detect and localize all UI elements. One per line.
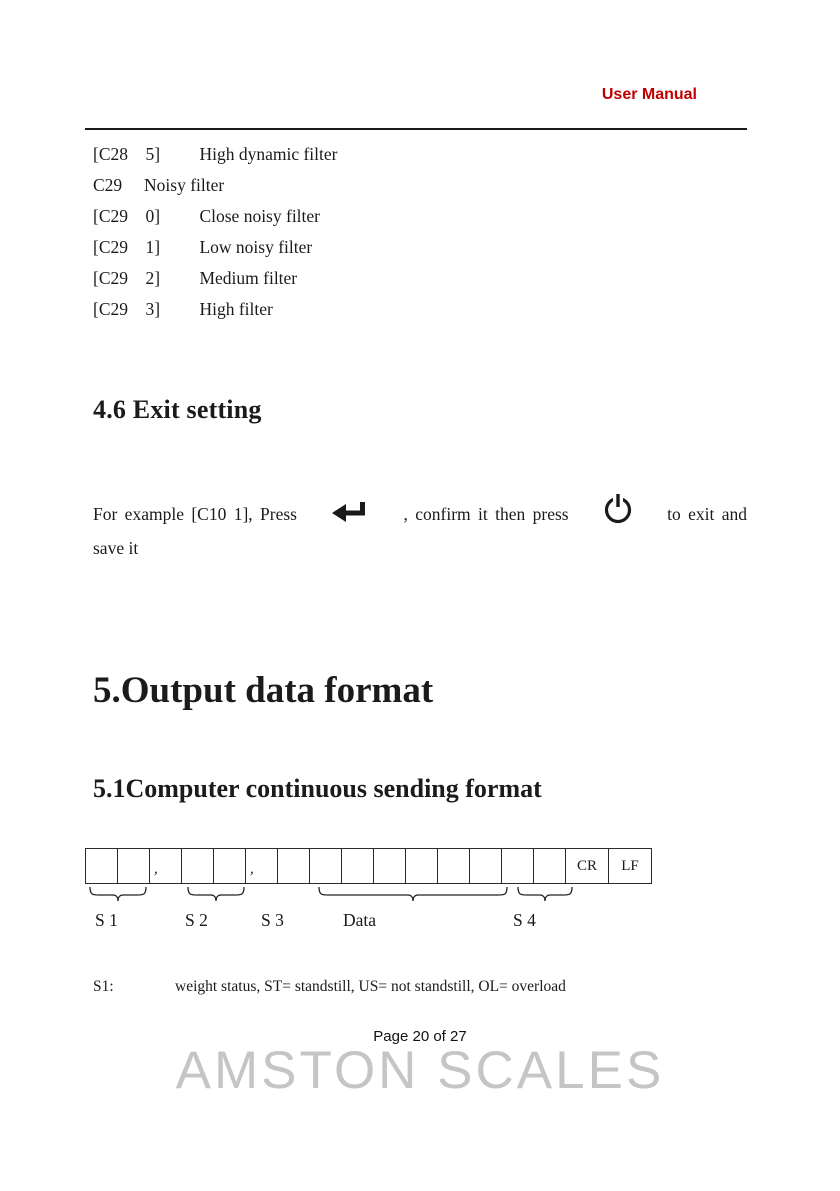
s1-description: weight status, ST= standstill, US= not standstill, OL= overload [175, 978, 566, 995]
underbrace-s4 [517, 886, 573, 902]
config-line: [C28 5] High dynamic filter [93, 144, 338, 164]
format-cell-cr: CR [565, 848, 609, 884]
exit-paragraph [93, 489, 747, 559]
page-number: Page 20 of 27 [373, 1028, 467, 1045]
format-cell [469, 848, 502, 884]
config-line: [C29 0] Close noisy filter [93, 206, 320, 226]
format-cell [277, 848, 310, 884]
config-line: [C29 3] High filter [93, 299, 273, 319]
format-cell [437, 848, 470, 884]
format-cell [405, 848, 438, 884]
paragraph-text: save it [93, 538, 139, 558]
format-cell-comma: , [149, 848, 182, 884]
paragraph-text: to exit and [667, 504, 747, 524]
format-label-row [85, 910, 668, 934]
watermark-text: AMSTON SCALES [175, 1041, 665, 1100]
format-cell-lf: LF [608, 848, 652, 884]
format-cell [117, 848, 150, 884]
format-cell-comma: , [245, 848, 278, 884]
data-format-diagram [85, 848, 668, 934]
underbrace-row [85, 886, 668, 904]
document-title: User Manual [601, 86, 697, 103]
format-cell [373, 848, 406, 884]
s1-term: S1: [93, 978, 114, 995]
label-data: Data [343, 910, 377, 930]
label-s1: S 1 [95, 910, 118, 930]
underbrace-s2 [187, 886, 245, 902]
header-divider [85, 128, 747, 130]
format-cell [309, 848, 342, 884]
exit-paragraph-line1 [93, 489, 747, 525]
page-header [93, 0, 747, 104]
label-s4: S 4 [513, 910, 536, 930]
config-code-list [93, 139, 747, 325]
label-s2: S 2 [185, 910, 208, 930]
format-cell [85, 848, 118, 884]
format-cell [533, 848, 566, 884]
heading-output-data-format: 5.Output data format [93, 670, 434, 711]
heading-computer-sending-format: 5.1Computer continuous sending format [93, 774, 542, 803]
config-line: [C29 1] Low noisy filter [93, 237, 313, 257]
config-line: [C29 2] Medium filter [93, 268, 298, 288]
underbrace-data [318, 886, 508, 902]
underbrace-s1 [89, 886, 147, 902]
format-cell-row [85, 848, 668, 884]
enter-key-icon [330, 499, 370, 525]
format-cell [341, 848, 374, 884]
power-icon [602, 491, 634, 525]
s1-definition [93, 978, 747, 996]
config-line: C29 Noisy filter [93, 175, 225, 195]
format-cell [501, 848, 534, 884]
label-s3: S 3 [261, 910, 284, 930]
paragraph-text: For example [C10 1], Press [93, 504, 297, 524]
paragraph-text: , confirm it then press [403, 504, 569, 524]
heading-exit-setting: 4.6 Exit setting [93, 395, 262, 424]
format-cell [213, 848, 246, 884]
format-cell [181, 848, 214, 884]
